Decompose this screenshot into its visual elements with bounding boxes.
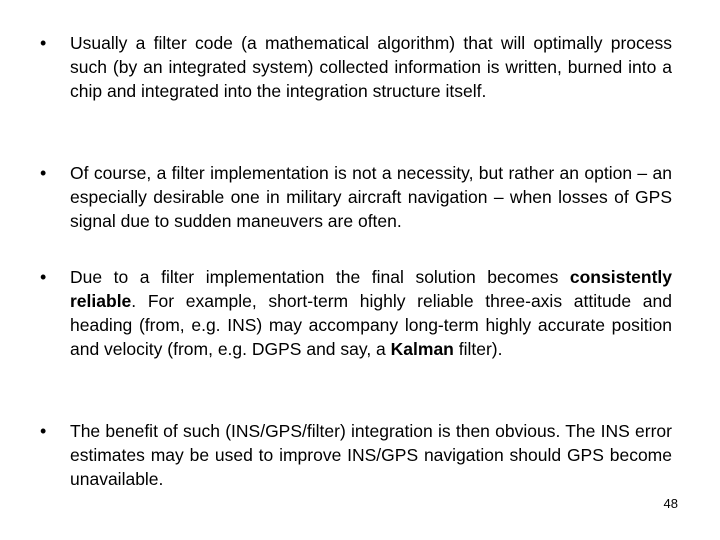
- bullet-text: Of course, a filter implementation is not a necessity, but rather an option – an especially desirable one in military aircraft navigation – when losses of GPS signal due to sudden maneuvers are often.: [70, 163, 672, 231]
- bullet-text: Usually a filter code (a mathematical algorithm) that will optimally process such (by an integrated system) collected information is written, burned into a chip and integrated into the integration structure itself.: [70, 33, 672, 101]
- bullet-dot: •: [40, 421, 47, 441]
- bullet-dot: •: [40, 33, 47, 53]
- bullet-text-segment: . For example, short-term highly reliable three-axis attitude and heading (from, e.g. INS) may accompany long-term highly accurate position and velocity (from, e.g. DGPS and say, a: [70, 291, 672, 359]
- bullet-dot: •: [40, 267, 47, 287]
- bold-term-kalman: Kalman: [390, 339, 454, 359]
- bullet-dot: •: [40, 163, 47, 183]
- bold-term-consistently-reliable: consistently reliable: [70, 267, 672, 311]
- bullet-text: [70, 265, 672, 361]
- bullet-text-segment: filter).: [453, 339, 503, 359]
- page-number: 48: [663, 496, 678, 511]
- bullet-text: The benefit of such (INS/GPS/filter) integration is then obvious. The INS error estimates may be used to improve INS/GPS navigation should GPS become unavailable.: [70, 421, 672, 489]
- bullet-text-segment: Due to a filter implementation the final solution becomes: [70, 267, 570, 287]
